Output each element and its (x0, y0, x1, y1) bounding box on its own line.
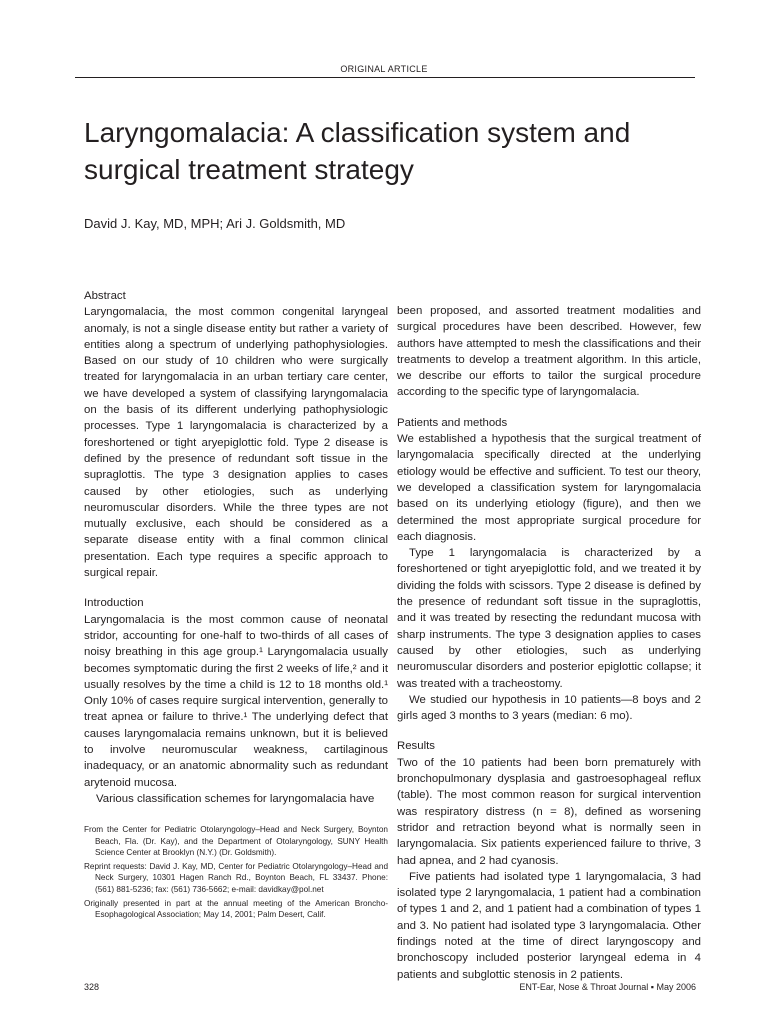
results-paragraph: Five patients had isolated type 1 laryngomalacia, 3 had isolated type 2 laryngomalacia, 1 patient had a combination of types 1 and 2, and 1 patient had a combination of types 1 and 3. No patient had isolated type 3 laryngomalacia. Other findings noted at the time of direct laryngoscopy and bronchoscopy included posterior laryngeal edema in 4 patients and subglottic stenosis in 2 patients. (397, 870, 701, 981)
methods-paragraph: Type 1 laryngomalacia is characterized by a foreshortened or tight aryepiglottic fold, and we treated it by dividing the folds with scissors. Type 2 disease is defined by the presence of redundant soft tissue in the supraglottis, and it was treated by resecting the redundant mucosa with sharp instruments. The type 3 designation applies to cases caused by other etiologies, such as underlying neuromuscular disorders and posterior epiglottic collapse; it was treated with a tracheostomy. (397, 547, 701, 690)
reprint-requests: Reprint requests: David J. Kay, MD, Center for Pediatric Otolaryngology–Head and Neck Surgery, 10301 Hagen Ranch Rd., Boynton Beach, FL 33437. Phone: (561) 881-5236; fax: (561) 736-5662; e-mail: davidkay@pol.net (84, 861, 388, 894)
methods-heading: Patients and methods (397, 416, 508, 429)
methods-paragraph: We established a hypothesis that the surgical treatment of laryngomalacia specifically directed at the underlying etiology would be effective and sufficient. To test our theory, we developed a classification system for laryngomalacia based on its underlying etiology (figure), and then we determined the most appropriate surgical procedure for each diagnosis. (397, 433, 701, 543)
header-rule (75, 77, 695, 78)
introduction-paragraph: Various classification schemes for laryngomalacia have (96, 792, 375, 805)
page-number: 328 (84, 982, 100, 992)
journal-footer: ENT-Ear, Nose & Throat Journal ▪ May 2006 (519, 982, 696, 992)
abstract-heading: Abstract (84, 290, 126, 302)
methods-paragraph: We studied our hypothesis in 10 patients—8 boys and 2 girls aged 3 months to 3 years (median: 6 mo). (397, 693, 701, 723)
article-title: Laryngomalacia: A classification system and surgical treatment strategy (84, 117, 631, 185)
right-column (397, 303, 701, 983)
continuation-paragraph: been proposed, and assorted treatment modalities and surgical procedures have been described. However, few authors have attempted to mesh the classifications and their treatments to develop a treatment algorithm. In this article, we describe our efforts to tailor the surgical procedure according to the specific type of laryngomalacia. (397, 305, 701, 399)
affiliations-footnote (84, 824, 388, 923)
left-column (84, 288, 388, 807)
affiliation-from: From the Center for Pediatric Otolaryngology–Head and Neck Surgery, Boynton Beach, Fla. (Dr. Kay), and the Department of Otolaryngology, SUNY Health Science Center at Brooklyn (N.Y.) (Dr. Goldsmith). (84, 825, 388, 858)
introduction-paragraph: Laryngomalacia is the most common cause of neonatal stridor, accounting for one-half to two-thirds of all cases of noisy breathing in this age group.¹ Laryngomalacia usually becomes symptomatic during the first 2 weeks of life,² and it usually resolves by the time a child is 12 to 18 months old.¹ Only 10% of cases require surgical intervention, generally to treat apnea or failure to thrive.¹ The underlying defect that causes laryngomalacia remains unknown, but it is believed to involve neuromuscular weakness, cartilaginous inadequacy, or an anatomic abnormality such as redundant arytenoid mucosa. (84, 613, 388, 789)
introduction-heading: Introduction (84, 597, 144, 610)
section-label: ORIGINAL ARTICLE (340, 64, 428, 74)
results-heading: Results (397, 740, 435, 753)
results-paragraph: Two of the 10 patients had been born prematurely with bronchopulmonary dysplasia and gastroesophageal reflux (table). The most common reason for surgical intervention was respiratory distress (n = 8), defined as worsening stridor and retraction beyond what is normally seen in laryngomalacia. Six patients experienced failure to thrive, 3 had apnea, and 2 had cyanosis. (397, 756, 701, 867)
presentation-note: Originally presented in part at the annual meeting of the American Broncho-Esophagological Association; May 14, 2001; Palm Desert, Calif. (84, 898, 388, 920)
abstract-text: Laryngomalacia, the most common congenital laryngeal anomaly, is not a single disease entity but rather a variety of entities along a spectrum of underlying pathophysiologies. Based on our study of 10 children who were surgically treated for laryngomalacia in an urban tertiary care center, we have developed a system of classifying laryngomalacia on the basis of its different underlying pathophysiologic processes. Type 1 laryngomalacia is characterized by a foreshortened or tight aryepiglottic fold. Type 2 disease is defined by the presence of redundant soft tissue in the supraglottis. The type 3 designation applies to cases caused by other etiologies, such as underlying neuromuscular disorders. While the three types are not mutually exclusive, each should be considered as a separate disease entity with a final common clinical presentation. Each type requires a specific approach to surgical repair. (84, 306, 388, 580)
article-authors: David J. Kay, MD, MPH; Ari J. Goldsmith, MD (84, 216, 346, 231)
